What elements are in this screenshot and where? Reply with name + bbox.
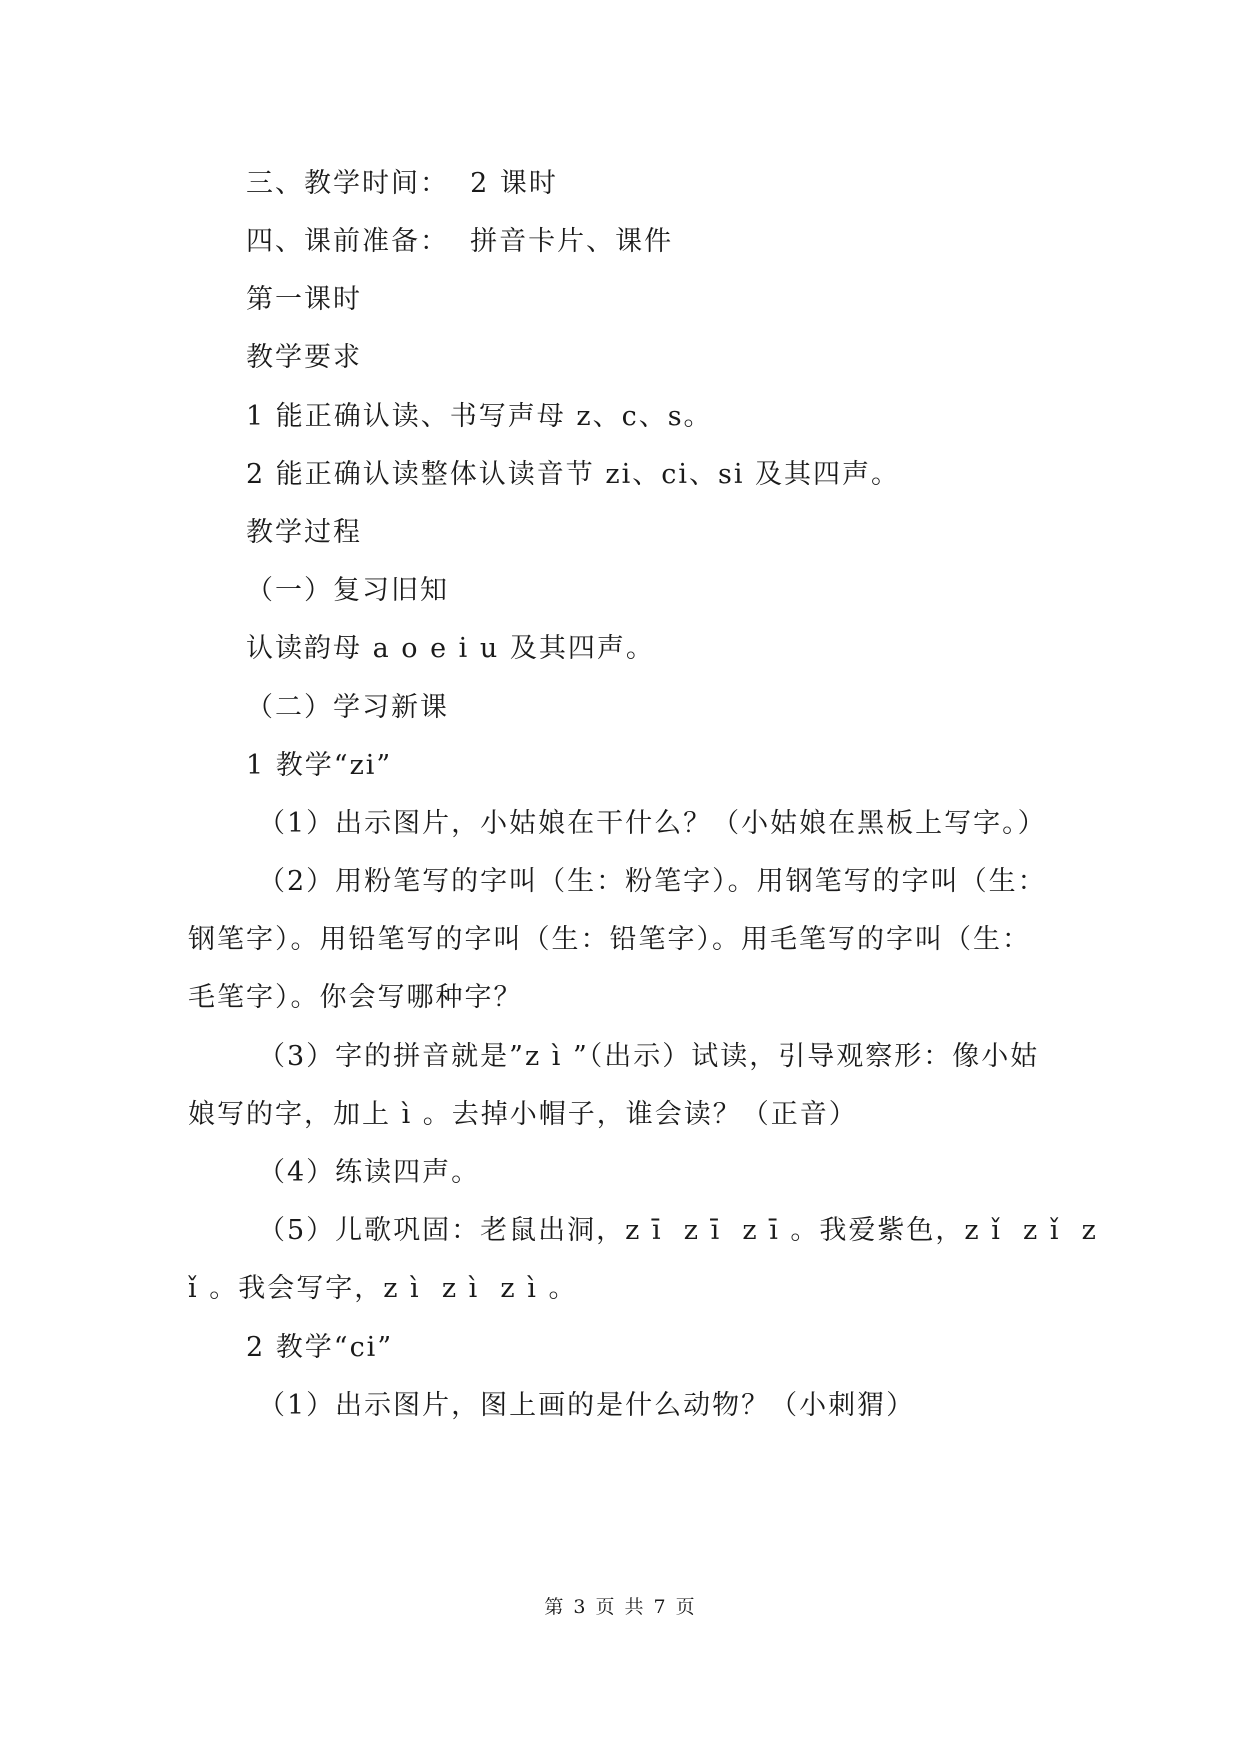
zi-step-1: （1）出示图片，小姑娘在干什么？（小姑娘在黑板上写字。） — [258, 808, 1047, 839]
page-number-footer: 第 3 页 共 7 页 — [544, 1596, 697, 1618]
zi-step-5-line-1: （5）儿歌巩固：老鼠出洞，z ī z ī z ī 。我爱紫色，z ǐ z ǐ z — [258, 1215, 1098, 1246]
teaching-requirements-heading: 教学要求 — [246, 342, 362, 373]
review-text: 认读韵母 a o e i u 及其四声。 — [246, 633, 655, 664]
teach-zi-heading: 1 教学“zi” — [246, 750, 393, 781]
zi-step-4: （4）练读四声。 — [258, 1157, 481, 1188]
zi-step-2-line-3: 毛笔字）。你会写哪种字？ — [188, 982, 523, 1013]
requirement-2: 2 能正确认读整体认读音节 zi、ci、si 及其四声。 — [246, 459, 901, 490]
zi-step-3-line-1: （3）字的拼音就是”z ì ”（出示）试读，引导观察形：像小姑 — [258, 1041, 1040, 1072]
review-heading: （一）复习旧知 — [246, 575, 449, 606]
ci-step-1: （1）出示图片，图上画的是什么动物？（小刺猬） — [258, 1390, 916, 1421]
teach-ci-heading: 2 教学“ci” — [246, 1332, 394, 1363]
teaching-process-heading: 教学过程 — [246, 517, 362, 548]
zi-step-3-line-2: 娘写的字，加上 ì 。去掉小帽子，谁会读？（正音） — [188, 1099, 858, 1130]
zi-step-2-line-2: 钢笔字）。用铅笔写的字叫（生：铅笔字）。用毛笔写的字叫（生： — [188, 924, 1031, 955]
requirement-1: 1 能正确认读、书写声母 z、c、s。 — [246, 401, 713, 432]
section-preparation: 四、课前准备： 拼音卡片、课件 — [246, 226, 674, 257]
new-lesson-heading: （二）学习新课 — [246, 692, 449, 723]
section-teaching-time: 三、教学时间： 2 课时 — [246, 168, 558, 199]
lesson-heading-first: 第一课时 — [246, 284, 362, 315]
zi-step-5-line-2: ǐ 。我会写字，z ì z ì z ì 。 — [188, 1273, 578, 1304]
zi-step-2-line-1: （2）用粉笔写的字叫（生：粉笔字）。用钢笔写的字叫（生： — [258, 866, 1047, 897]
